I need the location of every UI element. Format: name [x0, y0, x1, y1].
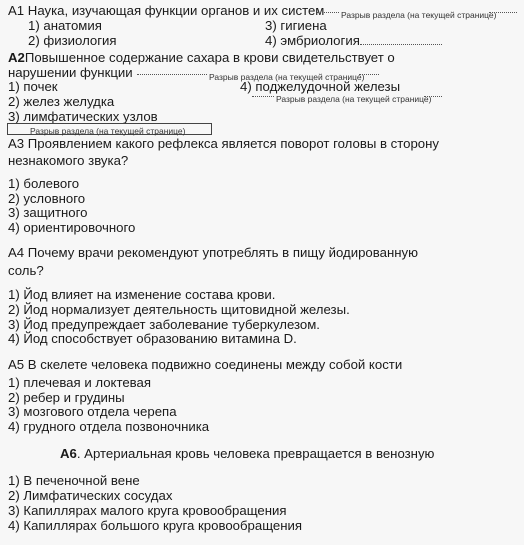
section-break-line [252, 96, 274, 97]
section-break-label: Разрыв раздела (на текущей странице) [341, 10, 497, 20]
a5-option-1: 1) плечевая и локтевая [8, 375, 152, 390]
a1-option-1: 1) анатомия [28, 18, 102, 33]
question-a6 [60, 446, 434, 461]
a1-option-3: 3) гигиена [265, 18, 327, 33]
a5-option-4: 4) грудного отдела позвоночника [8, 419, 210, 434]
a1-option-2: 2) физиология [28, 33, 117, 48]
section-break-line [360, 44, 442, 45]
a4-option-3: 3) Йод предупреждает заболевание туберкулезом. [8, 317, 320, 332]
question-a4-line2: соль? [8, 263, 44, 278]
question-a2-line2: нарушении функции [8, 65, 133, 80]
section-break-label: Разрыв раздела (на текущей странице) [30, 126, 186, 136]
a4-option-4: 4) Йод способствует образованию витамина D. [8, 331, 297, 346]
section-break-line [359, 74, 379, 75]
a3-option-4: 4) ориентировочного [8, 220, 136, 235]
a3-option-1: 1) болевого [8, 176, 80, 191]
question-a6-number: А6 [60, 446, 77, 461]
a2-option-1: 1) почек [8, 79, 58, 94]
a2-option-4: 4) поджелудочной железы [240, 79, 401, 94]
a2-option-2: 2) желез желудка [8, 94, 115, 109]
a4-option-2: 2) Йод нормализует деятельность щитовидной железы. [8, 302, 350, 317]
a5-option-2: 2) ребер и грудины [8, 390, 125, 405]
a4-option-1: 1) Йод влияет на изменение состава крови. [8, 287, 276, 302]
section-break-line [317, 12, 339, 13]
a5-option-3: 3) мозгового отдела черепа [8, 404, 177, 419]
question-a3: А3 Проявлением какого рефлекса является поворот головы в сторону [8, 136, 439, 151]
question-a2-number: А2 [8, 50, 25, 65]
a3-option-2: 2) условного [8, 191, 86, 206]
section-break-line [424, 96, 442, 97]
a1-option-4: 4) эмбриология [265, 33, 360, 48]
question-a1: А1 Наука, изучающая функции органов и их систем [8, 3, 325, 18]
a6-option-1: 1) В печеночной вене [8, 473, 140, 488]
a3-option-3: 3) защитного [8, 205, 88, 220]
a2-option-3: 3) лимфатических узлов [8, 109, 158, 124]
question-a2-text: Повышенное содержание сахара в крови свидетельствует о [24, 50, 395, 65]
question-a4: А4 Почему врачи рекомендуют употреблять в пищу йодированную [8, 245, 419, 260]
section-break-line [137, 74, 207, 75]
a6-option-3: 3) Капиллярах малого круга кровообращения [8, 503, 287, 518]
question-a2 [8, 50, 395, 65]
section-break-label: Разрыв раздела (на текущей странице) [276, 94, 432, 104]
section-break-label: Разрыв раздела (на текущей странице) [209, 72, 365, 82]
a6-option-4: 4) Капиллярах большого круга кровообращения [8, 518, 303, 533]
question-a5: А5 В скелете человека подвижно соединены между собой кости [8, 357, 403, 372]
question-a6-text: . Артериальная кровь человека превращается в венозную [76, 446, 435, 461]
section-break-line [489, 12, 517, 13]
a6-option-2: 2) Лимфатических сосудах [8, 488, 173, 503]
question-a3-line2: незнакомого звука? [8, 153, 129, 168]
